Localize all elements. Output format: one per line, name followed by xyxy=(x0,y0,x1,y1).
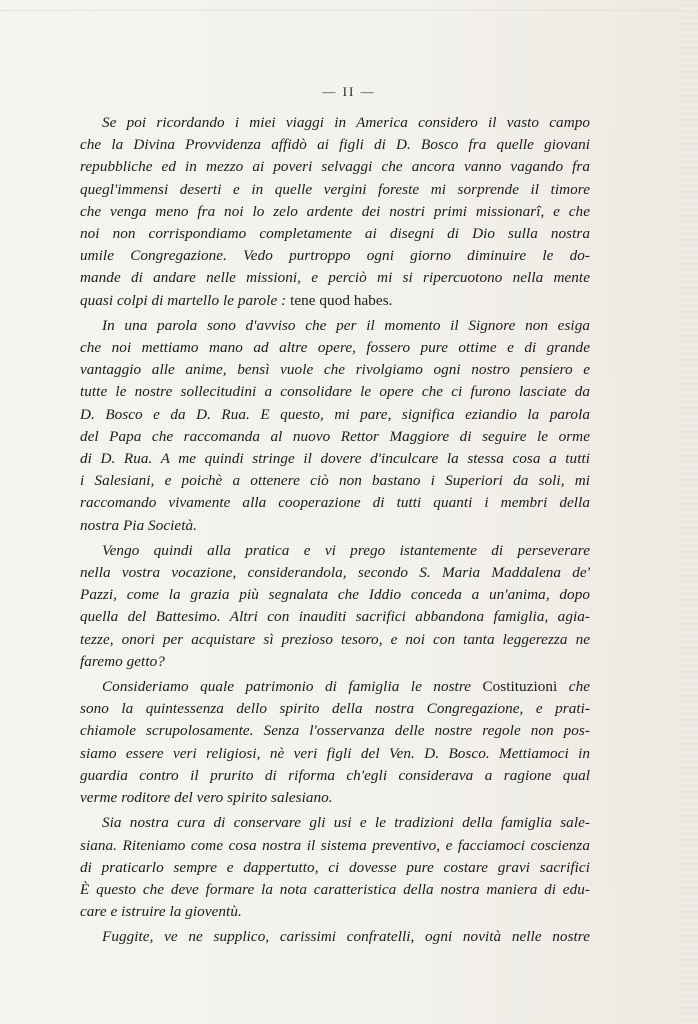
text-line: vantaggio alle anime, bensì vuole che rivolgiamo ogni nostro pensiero e xyxy=(80,361,590,379)
text-line: sono la quintessenza dello spirito della nostra Congregazione, e prati- xyxy=(80,700,590,718)
page-number: — II — xyxy=(322,84,376,99)
text-segment: Consideriamo quale patrimonio di famiglia le nostre xyxy=(102,678,472,696)
text-line: mande di andare nelle missioni, e perciò mi si ripercuotono nella mente xyxy=(80,269,590,287)
paragraph-2 xyxy=(80,315,590,537)
text-line: siana. Riteniamo come cosa nostra il sistema preventivo, e facciamoci coscienza xyxy=(80,836,590,854)
scan-right-edge xyxy=(680,0,698,1024)
text-line: noi non corrispondiamo completamente ai disegni di Dio sulla nostra xyxy=(80,225,590,243)
text-line: quella del Battesimo. Altri con inauditi sacrifici abbandona famiglia, agia- xyxy=(80,608,590,626)
text-line xyxy=(80,290,590,312)
text-line: che la Divina Provvidenza affidò ai figli di D. Bosco fra quelle giovani xyxy=(80,136,590,154)
paragraph-3 xyxy=(80,540,590,673)
text-line: di D. Rua. A me quindi stringe il dovere d'inculcare la stessa cosa a tutti xyxy=(80,450,590,468)
text-line: del Papa che raccomanda al nuovo Rettor Maggiore di seguire le orme xyxy=(80,427,590,445)
text-line: che noi mettiamo mano ad altre opere, fossero pure ottime e di grande xyxy=(80,339,590,357)
text-line: siamo essere veri religiosi, nè veri figli del Ven. D. Bosco. Mettiamoci in xyxy=(80,744,590,762)
text-line: guardia contro il prurito di riforma ch'egli considerava a ragione qual xyxy=(80,766,590,784)
text-line xyxy=(80,676,590,698)
text-line: tutte le nostre sollecitudini a consolidare le opere che ci furono lasciate da xyxy=(80,383,590,401)
text-line: care e istruire la gioventù. xyxy=(80,903,242,921)
text-line: di praticarlo sempre e dappertutto, ci dovesse pure costare gravi sacrifici xyxy=(80,858,590,876)
text-line: repubbliche ed in mezzo ai poveri selvaggi che ancora vanno vagando fra xyxy=(80,158,590,176)
text-line: È questo che deve formare la nota caratteristica della nostra maniera di edu- xyxy=(80,880,590,898)
text-line: chiamole scrupolosamente. Senza l'osservanza delle nostre regole non pos- xyxy=(80,722,590,740)
text-line: che venga meno fra noi lo zelo ardente dei nostri primi missionarî, e che xyxy=(80,202,590,220)
paragraph-6 xyxy=(80,926,590,948)
text-line: nostra Pia Società. xyxy=(80,516,197,534)
text-line: D. Bosco e da D. Rua. E questo, mi pare, significa eziandio la parola xyxy=(80,405,590,423)
emphasized-word: Costituzioni xyxy=(482,678,558,696)
text-line: nella vostra vocazione, considerandola, secondo S. Maria Maddalena de' xyxy=(80,564,590,582)
latin-quote: tene quod habes. xyxy=(290,291,393,309)
text-segment: che xyxy=(568,678,590,696)
text-line: tezze, onori per acquistare sì prezioso tesoro, e noi con tanta leggerezza ne xyxy=(80,630,590,648)
text-line: umile Congregazione. Vedo purtroppo ogni giorno diminuire le do- xyxy=(80,247,590,265)
text-line: Se poi ricordando i miei viaggi in America considero il vasto campo xyxy=(102,114,590,131)
text-line: raccomando vivamente alla cooperazione di tutti quanti i membri della xyxy=(80,494,590,512)
text-line: faremo getto? xyxy=(80,652,165,670)
text-line: quegl'immensi deserti e in quelle vergini foreste mi sorprende il timore xyxy=(80,180,590,198)
body-text xyxy=(80,112,590,952)
scan-top-edge xyxy=(0,0,698,11)
text-line: Sia nostra cura di conservare gli usi e le tradizioni della famiglia sale- xyxy=(102,814,590,832)
text-line: Vengo quindi alla pratica e vi prego istantemente di perseverare xyxy=(102,541,590,559)
paragraph-1 xyxy=(80,112,590,312)
text-segment: quasi colpi di martello le parole : xyxy=(80,291,287,309)
text-line: Fuggite, ve ne supplico, carissimi confratelli, ogni novità nelle nostre xyxy=(102,928,590,946)
paragraph-4 xyxy=(80,676,590,809)
text-line: In una parola sono d'avviso che per il momento il Signore non esiga xyxy=(102,316,590,334)
text-line: i Salesiani, e poichè a ottenere ciò non bastano i Superiori da soli, mi xyxy=(80,472,590,490)
text-line: Pazzi, come la grazia più segnalata che Iddio conceda a un'anima, dopo xyxy=(80,586,590,604)
paragraph-5 xyxy=(80,812,590,923)
text-line: verme roditore del vero spirito salesiano. xyxy=(80,789,333,807)
